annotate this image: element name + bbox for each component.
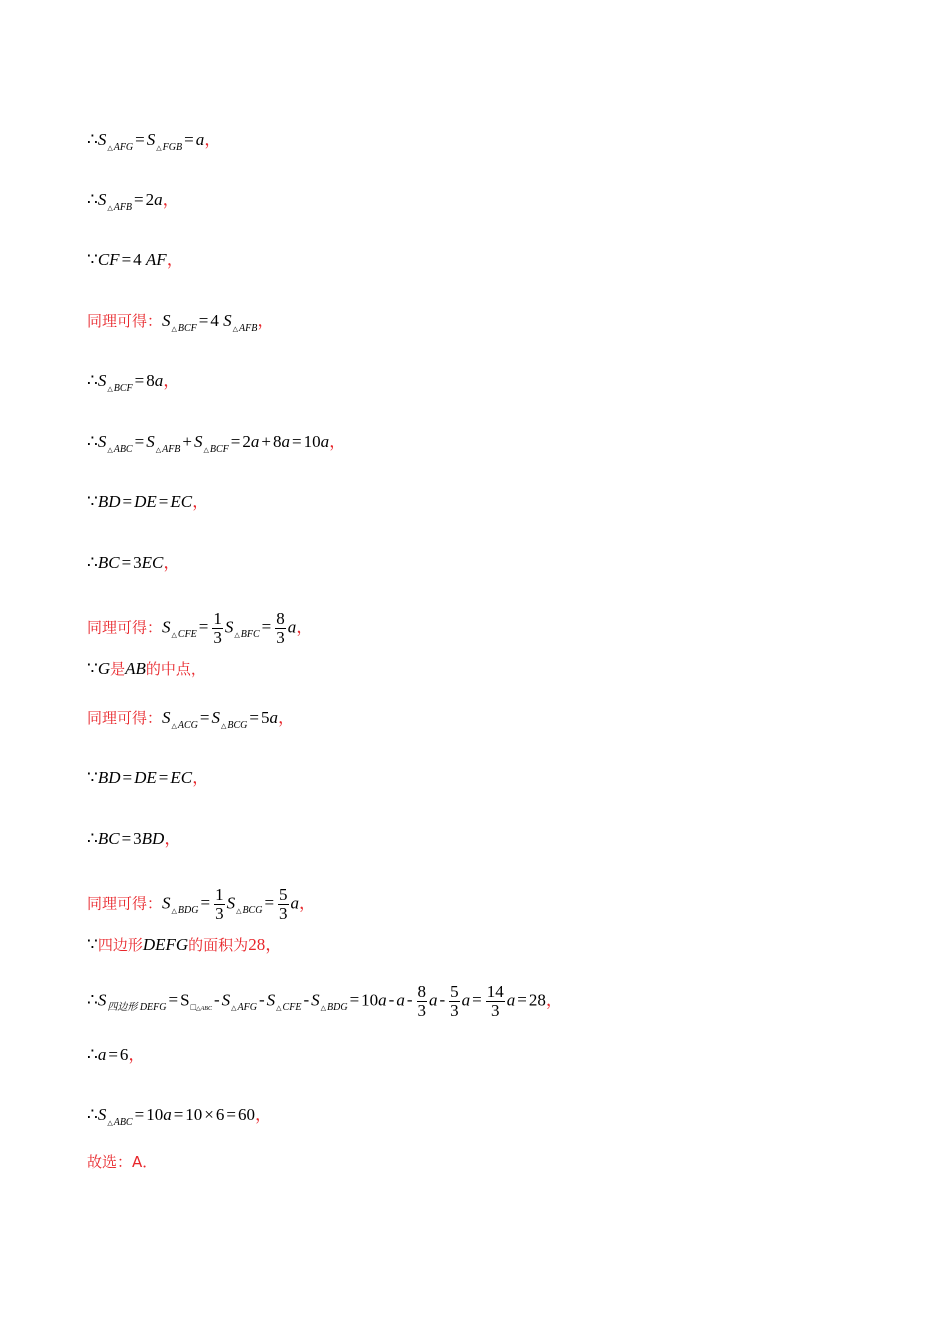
fraction-denominator: 3: [276, 628, 285, 647]
fraction-numerator: 1: [213, 609, 222, 628]
fraction: [212, 610, 223, 647]
math-operator: =: [121, 829, 132, 848]
chinese-text: 同理可得：: [87, 894, 163, 913]
math-operator: =: [226, 1105, 236, 1124]
triangle-subscript: [204, 444, 229, 455]
math-operator: =: [168, 990, 179, 1010]
math-text: ，: [265, 935, 283, 954]
math-text: ，: [204, 130, 222, 149]
math-operator: =: [134, 190, 144, 209]
math-text: 2: [242, 432, 251, 451]
fraction: [275, 610, 286, 647]
triangle-subscript: [231, 1002, 257, 1013]
math-operator: =: [134, 432, 145, 451]
triangle-icon: △: [107, 1119, 113, 1127]
fraction: [486, 983, 505, 1020]
math-text: a: [396, 990, 405, 1010]
subscript-label: ABC: [200, 1006, 212, 1013]
solution-line: [87, 886, 316, 923]
math-text: BC: [97, 553, 120, 572]
math-operator: -: [258, 990, 265, 1010]
math-operator: =: [173, 1105, 184, 1124]
solution-line: [87, 828, 181, 850]
fraction-denominator: 3: [215, 904, 224, 923]
math-text: 2: [145, 190, 155, 209]
math-operator: =: [158, 768, 169, 787]
subscript-label: BCF: [209, 444, 229, 455]
math-text: S: [97, 432, 107, 451]
triangle-subscript: [234, 629, 259, 640]
math-text: CF: [97, 250, 120, 269]
math-text: a: [290, 893, 300, 913]
math-operator: =: [249, 708, 259, 727]
math-text: ，: [257, 311, 275, 330]
chinese-text: 同理可得：: [87, 709, 163, 727]
math-text: a: [195, 130, 205, 149]
quadrilateral-subscript: [107, 1002, 166, 1013]
subscript-label: CFE: [177, 629, 197, 641]
math-text: a: [320, 432, 330, 451]
math-operator: ×: [204, 1105, 214, 1124]
math-operator: =: [198, 311, 209, 330]
math-text: a: [154, 371, 164, 390]
math-text: a: [461, 990, 471, 1010]
fraction: [278, 886, 289, 923]
subscript-label: CFE: [282, 1002, 302, 1014]
triangle-icon: △: [171, 907, 177, 916]
triangle-subscript: [107, 444, 132, 455]
math-text: ∴: [87, 1045, 98, 1064]
math-text: 10: [185, 1105, 203, 1124]
math-text: S: [162, 617, 171, 637]
math-operator: =: [291, 432, 302, 451]
math-text: a: [97, 1045, 107, 1064]
math-text: ，: [164, 829, 182, 848]
math-text: a: [154, 190, 163, 209]
math-text: S: [146, 130, 156, 149]
math-text: 28: [528, 990, 546, 1010]
math-text: 10: [361, 990, 379, 1010]
triangle-icon: △: [320, 1004, 326, 1013]
triangle-subscript: [172, 629, 197, 640]
triangle-subscript: [221, 720, 247, 731]
triangle-icon: △: [196, 1006, 201, 1013]
math-text: ，: [162, 190, 180, 209]
triangle-icon: △: [171, 325, 177, 333]
triangle-subscript: [233, 323, 258, 334]
math-text: S: [223, 311, 232, 330]
math-operator: =: [349, 990, 360, 1010]
fraction-denominator: 3: [213, 628, 222, 647]
math-operator: =: [134, 371, 145, 390]
fraction-denominator: 3: [417, 1001, 426, 1020]
solution-line: [87, 610, 313, 647]
solution-line: [87, 370, 180, 395]
math-text: S: [97, 1105, 107, 1124]
math-text: S: [226, 893, 236, 913]
triangle-icon: △: [107, 385, 113, 393]
subscript-label: AFG: [237, 1002, 257, 1014]
triangle-icon: △: [107, 144, 113, 152]
fraction-numerator: 1: [215, 885, 224, 904]
math-text: ∴: [87, 432, 98, 451]
solution-line: [87, 983, 563, 1020]
math-text: AF: [145, 250, 167, 269]
math-text: ，: [192, 768, 210, 787]
math-text: S: [146, 432, 155, 451]
math-text: 10: [303, 432, 321, 451]
triangle-subscript: [156, 444, 181, 455]
math-text: DE: [134, 492, 157, 511]
math-text: a: [378, 990, 387, 1010]
math-text: ，: [296, 617, 314, 637]
solution-line: [87, 707, 295, 732]
solution-line: [87, 1044, 145, 1066]
math-text: S: [224, 617, 234, 637]
math-operator: +: [261, 432, 271, 451]
fraction: [417, 983, 428, 1020]
subscript-label: BCF: [177, 323, 197, 334]
math-text: ∵: [87, 492, 98, 511]
triangle-icon: △: [203, 446, 209, 454]
solution-line: [87, 934, 282, 956]
math-operator: +: [182, 432, 193, 451]
triangle-icon: △: [232, 325, 239, 333]
subscript-label: ABC: [113, 1117, 133, 1128]
math-text: 3: [133, 829, 142, 848]
math-operator: =: [261, 617, 272, 637]
square-icon: □: [190, 1002, 196, 1013]
math-text: a: [429, 990, 438, 1010]
math-text: EC: [170, 768, 193, 787]
math-text: EC: [170, 492, 193, 511]
solution-line: [87, 310, 274, 335]
math-text: G: [97, 659, 111, 678]
math-text: ∴: [87, 990, 98, 1010]
math-operator: =: [121, 553, 132, 572]
fraction: [214, 886, 225, 923]
subscript-label: DEFG: [137, 1002, 167, 1014]
fraction-numerator: 8: [276, 609, 285, 628]
math-text: a: [269, 708, 278, 727]
math-operator: -: [406, 990, 413, 1010]
subscript-label: BDG: [327, 1002, 348, 1014]
math-text: 4: [210, 311, 224, 330]
math-text: BD: [141, 829, 165, 848]
fraction-numerator: 5: [279, 885, 288, 904]
math-operator: -: [213, 990, 220, 1010]
chinese-text: 的面积为: [188, 936, 249, 954]
fraction-numerator: 8: [417, 982, 426, 1001]
math-text: S: [97, 130, 107, 149]
math-text: BD: [97, 768, 121, 787]
math-text: 8: [146, 371, 155, 390]
math-text: ∵: [87, 250, 98, 269]
triangle-subscript: [107, 142, 133, 153]
math-text: ∴: [87, 371, 98, 390]
triangle-subscript: [172, 720, 198, 731]
math-text: ，: [192, 492, 210, 511]
math-text: S: [194, 432, 203, 451]
math-operator: -: [439, 990, 446, 1010]
subscript-chinese: 四边形: [107, 1002, 138, 1014]
math-text: ，: [254, 1105, 272, 1124]
triangle-icon: △: [236, 907, 242, 916]
triangle-icon: △: [155, 446, 162, 454]
solution-line: [87, 1151, 157, 1173]
math-operator: =: [135, 130, 145, 149]
math-operator: =: [200, 893, 211, 913]
fraction-numerator: 5: [450, 982, 459, 1001]
triangle-icon: △: [107, 204, 113, 212]
triangle-subscript: [172, 323, 197, 334]
math-text: a: [163, 1105, 172, 1124]
subscript-label: BCG: [227, 720, 248, 731]
solution-line: [87, 189, 180, 214]
triangle-icon: △: [107, 446, 113, 454]
math-text: S: [311, 990, 320, 1010]
math-text: ，: [277, 708, 295, 727]
triangle-icon: △: [156, 144, 162, 152]
solution-line: [87, 249, 184, 271]
chinese-text: 同理可得：: [87, 618, 163, 637]
math-text: ，: [163, 371, 181, 390]
math-text: S: [221, 990, 231, 1010]
solution-line: [87, 1104, 272, 1129]
math-text: 6: [215, 1105, 225, 1124]
chinese-text: 四边形: [97, 936, 143, 954]
math-operator: =: [121, 250, 132, 269]
math-operator: =: [122, 492, 133, 511]
math-text: S: [266, 990, 276, 1010]
math-text: a: [287, 617, 297, 637]
math-text: a: [506, 990, 516, 1010]
triangle-icon: △: [234, 631, 240, 640]
fraction-denominator: 3: [450, 1001, 459, 1020]
math-operator: -: [303, 990, 310, 1010]
math-text: EC: [141, 553, 164, 572]
math-text: S: [162, 893, 171, 913]
math-text: ∴: [87, 1105, 98, 1124]
math-text: ∵: [87, 935, 98, 954]
math-operator: =: [264, 893, 275, 913]
chinese-text: 的中点，: [145, 660, 206, 678]
triangle-subscript: [107, 202, 132, 213]
math-text: 5: [260, 708, 270, 727]
subscript-label: FGB: [162, 142, 183, 153]
math-text: DE: [134, 768, 157, 787]
math-text: S: [97, 190, 107, 209]
fraction-numerator: 14: [486, 982, 504, 1001]
solution-line: [87, 552, 180, 574]
math-text: ，: [163, 553, 181, 572]
math-text: a: [281, 432, 290, 451]
subscript-label: BFC: [240, 629, 260, 641]
solution-line: [87, 658, 206, 680]
math-operator: =: [108, 1045, 118, 1064]
math-text: S: [162, 708, 171, 727]
triangle-icon: △: [276, 1004, 282, 1013]
solution-line: [87, 491, 209, 513]
math-operator: =: [134, 1105, 145, 1124]
math-text: ∵: [87, 659, 98, 678]
math-operator: =: [158, 492, 169, 511]
math-operator: =: [198, 617, 209, 637]
triangle-icon: △: [171, 631, 177, 640]
triangle-icon: △: [171, 722, 177, 730]
subscript-label: AFB: [162, 444, 181, 455]
math-text: 4: [133, 250, 146, 269]
subscript-label: BCG: [242, 905, 263, 917]
math-text: BD: [97, 492, 121, 511]
math-text: S: [162, 311, 171, 330]
triangle-icon: △: [221, 722, 227, 730]
subscript-label: BCF: [113, 383, 133, 394]
math-operator: =: [184, 130, 194, 149]
math-text: S: [97, 371, 107, 390]
math-operator: =: [472, 990, 482, 1010]
triangle-icon: △: [231, 1004, 237, 1013]
subscript-label: ABC: [113, 444, 133, 455]
math-operator: =: [230, 432, 241, 451]
math-text: S: [180, 990, 190, 1010]
triangle-subscript: [276, 1002, 301, 1013]
triangle-subscript: [107, 383, 132, 394]
math-operator: -: [388, 990, 395, 1010]
chinese-text: 是: [110, 660, 126, 678]
math-text: ，: [545, 990, 563, 1010]
math-text: ∴: [87, 829, 98, 848]
math-text: 8: [272, 432, 282, 451]
math-text: S: [211, 708, 220, 727]
fraction-denominator: 3: [491, 1001, 500, 1020]
solution-line: [87, 431, 346, 456]
chinese-text: 故选：A．: [87, 1153, 158, 1171]
math-text: ∴: [87, 553, 98, 572]
math-operator: =: [122, 768, 133, 787]
math-text: ，: [329, 432, 347, 451]
math-text: 3: [133, 553, 142, 572]
math-text: AB: [125, 659, 146, 678]
subscript-label: BDG: [177, 905, 199, 917]
solution-line: [87, 129, 221, 154]
math-text: BC: [97, 829, 120, 848]
math-text: ，: [166, 250, 184, 269]
math-text: DEFG: [142, 935, 189, 954]
subscript-label: AFB: [239, 323, 258, 334]
math-text: 6: [119, 1045, 129, 1064]
subscript-label: ACG: [177, 720, 198, 731]
triangle-subscript: [321, 1002, 348, 1013]
triangle-subscript: [156, 142, 182, 153]
math-text: ∵: [87, 768, 98, 787]
chinese-text: 同理可得：: [87, 312, 163, 330]
subscript-label: AFB: [113, 202, 133, 213]
fraction-denominator: 3: [279, 904, 288, 923]
math-text: S: [97, 990, 107, 1010]
math-text: 28: [248, 935, 266, 954]
math-text: 60: [237, 1105, 255, 1124]
triangle-subscript: [236, 905, 262, 916]
math-text: a: [250, 432, 260, 451]
subscript-label: AFG: [113, 142, 134, 153]
math-text: 10: [146, 1105, 164, 1124]
triangle-subscript: [172, 905, 199, 916]
box-subscript: [191, 1002, 212, 1013]
math-text: ，: [128, 1045, 146, 1064]
math-operator: =: [199, 708, 210, 727]
math-text: ，: [299, 893, 317, 913]
solution-line: [87, 767, 209, 789]
triangle-subscript: [107, 1117, 132, 1128]
math-operator: =: [517, 990, 527, 1010]
math-text: ∴: [87, 190, 98, 209]
fraction: [449, 983, 460, 1020]
math-text: ∴: [87, 130, 98, 149]
